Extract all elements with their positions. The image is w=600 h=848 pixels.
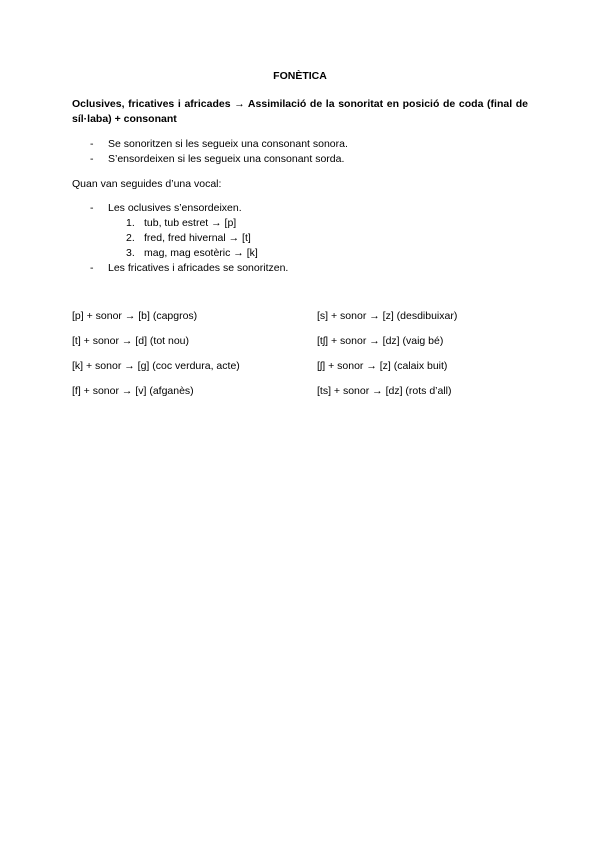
list-item-text: Se sonoritzen si les segueix una consonant sonora.: [108, 138, 348, 150]
numbered-item-text: fred, fred hivernal → [t]: [144, 232, 251, 244]
rule-right: [s] + sonor → [z] (desdibuixar): [317, 310, 458, 322]
list-item-text: Les oclusives s’ensordeixen.: [108, 202, 242, 214]
list-item: [72, 152, 348, 167]
list-item: [72, 201, 288, 216]
vowel-paragraph: Quan van seguides d’una vocal:: [72, 178, 222, 190]
list-dash: -: [90, 202, 94, 214]
section-heading: Oclusives, fricatives i africades → Assimilació de la sonoritat en posició de coda (final de síl·laba) + consonant: [72, 98, 528, 125]
numbered-item: [72, 231, 288, 246]
rule-right: [tʃ] + sonor → [dz] (vaig bé): [317, 335, 444, 347]
rule-left: [k] + sonor → [g] (coc verdura, acte): [72, 360, 240, 372]
numbered-item: [72, 246, 288, 261]
numbered-item-text: tub, tub estret → [p]: [144, 217, 237, 229]
rule-right: [ʃ] + sonor → [z] (calaix buit): [317, 360, 448, 372]
rule-right: [ts] + sonor → [dz] (rots d’all): [317, 385, 452, 397]
item-number: 1.: [126, 217, 135, 229]
numbered-item: [72, 216, 288, 231]
page-title: FONÈTICA: [273, 70, 327, 82]
rule-left: [t] + sonor → [d] (tot nou): [72, 335, 190, 347]
sublist-container: [72, 216, 288, 261]
list-dash: -: [90, 153, 94, 165]
item-number: 2.: [126, 232, 135, 244]
rule-left: [p] + sonor → [b] (capgros): [72, 310, 198, 322]
list-dash: -: [90, 138, 94, 150]
list-item: [72, 137, 348, 152]
item-number: 3.: [126, 247, 135, 259]
list-item-text: S’ensordeixen si les segueix una consonant sorda.: [108, 153, 345, 165]
intro-list: [72, 137, 348, 167]
numbered-item-text: mag, mag esotèric → [k]: [144, 247, 258, 259]
vowel-list: [72, 201, 288, 276]
rule-left: [f] + sonor → [v] (afganès): [72, 385, 194, 397]
list-item-text: Les fricatives i africades se sonoritzen.: [108, 262, 289, 274]
list-item: [72, 261, 288, 276]
list-dash: -: [90, 262, 94, 274]
numbered-sublist: [72, 216, 288, 261]
